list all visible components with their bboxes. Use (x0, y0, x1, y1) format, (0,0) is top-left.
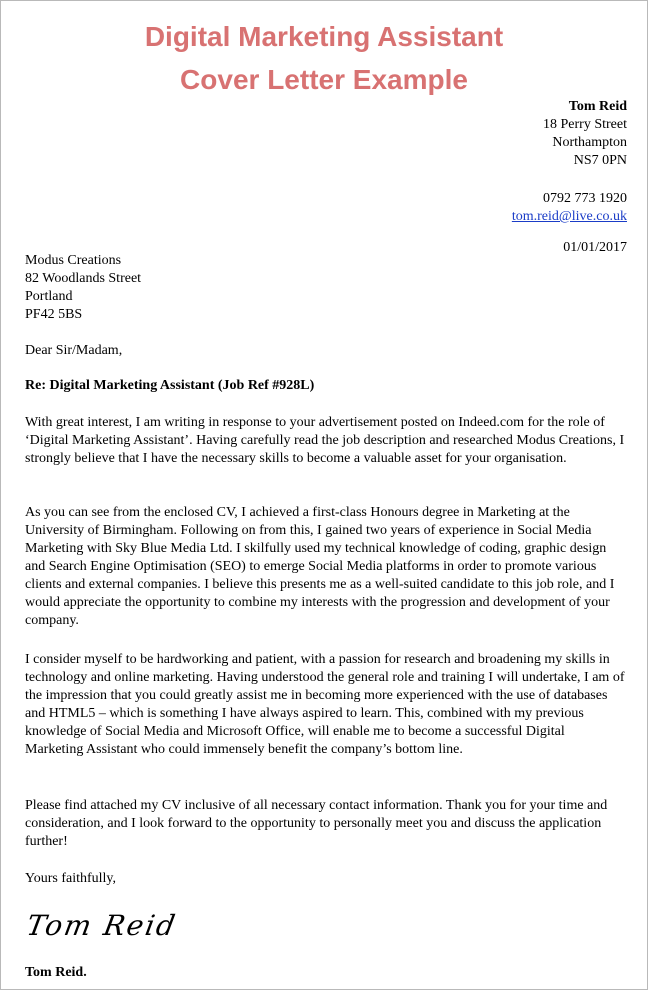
handwritten-signature: Tom Reid (24, 909, 180, 942)
title-line-1: Digital Marketing Assistant (144, 21, 504, 52)
sender-email-link[interactable]: tom.reid@live.co.uk (511, 209, 627, 224)
page-title (1, 15, 647, 101)
sender-name: Tom Reid (568, 99, 627, 114)
recipient-company: Modus Creations (25, 253, 122, 268)
recipient-postcode: PF42 5BS (25, 307, 83, 322)
recipient-city: Portland (25, 289, 73, 304)
greeting: Dear Sir/Madam, (25, 343, 123, 358)
sender-street: 18 Perry Street (543, 117, 627, 132)
re-line: Re: Digital Marketing Assistant (Job Ref #928L) (25, 378, 315, 393)
closing: Yours faithfully, (25, 871, 117, 886)
sender-phone: 0792 773 1920 (543, 191, 627, 206)
sender-postcode: NS7 0PN (573, 153, 627, 168)
recipient-address-block (25, 252, 141, 324)
paragraph-4: Please find attached my CV inclusive of all necessary contact information. Thank you for your time and consideration, and I look forward to the opportunity to personally meet you and discuss the application further! (25, 798, 608, 849)
sender-city: Northampton (552, 135, 627, 150)
sender-address-block (512, 98, 627, 257)
signoff-name: Tom Reid. (25, 965, 87, 980)
title-line-2: Cover Letter Example (180, 64, 468, 95)
recipient-street: 82 Woodlands Street (25, 271, 142, 286)
paragraph-1: With great interest, I am writing in response to your advertisement posted on Indeed.com for the role of ‘Digital Marketing Assistant’. Having carefully read the job description and researched Modus Creations, I strongly believe that I have the necessary skills to become a valuable asset for your organisation. (25, 415, 625, 466)
paragraph-2: As you can see from the enclosed CV, I achieved a first-class Honours degree in Marketing at the University of Birmingham. Following on from this, I gained two years of experience in Social Media Marketing with Sky Blue Media Ltd. I skilfully used my technical knowledge of coding, graphic design and Search Engine Optimisation (SEO) to emerge Social Media platforms in order to promote various clients and external companies. I believe this presents me as a well-suited candidate to this job role, and I would appreciate the opportunity to combine my interests with the progression and development of your company. (25, 505, 615, 628)
paragraph-3: I consider myself to be hardworking and patient, with a passion for research and broadening my skills in technology and online marketing. Having understood the general role and training I will undertake, I am of the impression that you could greatly assist me in becoming more experienced with the use of databases and HTML5 – which is something I have always aspired to learn. This, combined with my previous knowledge of Social Media and Microsoft Office, will enable me to become a successful Digital Marketing Assistant who could immensely benefit the company’s bottom line. (25, 652, 625, 757)
letter-date: 01/01/2017 (563, 240, 627, 255)
